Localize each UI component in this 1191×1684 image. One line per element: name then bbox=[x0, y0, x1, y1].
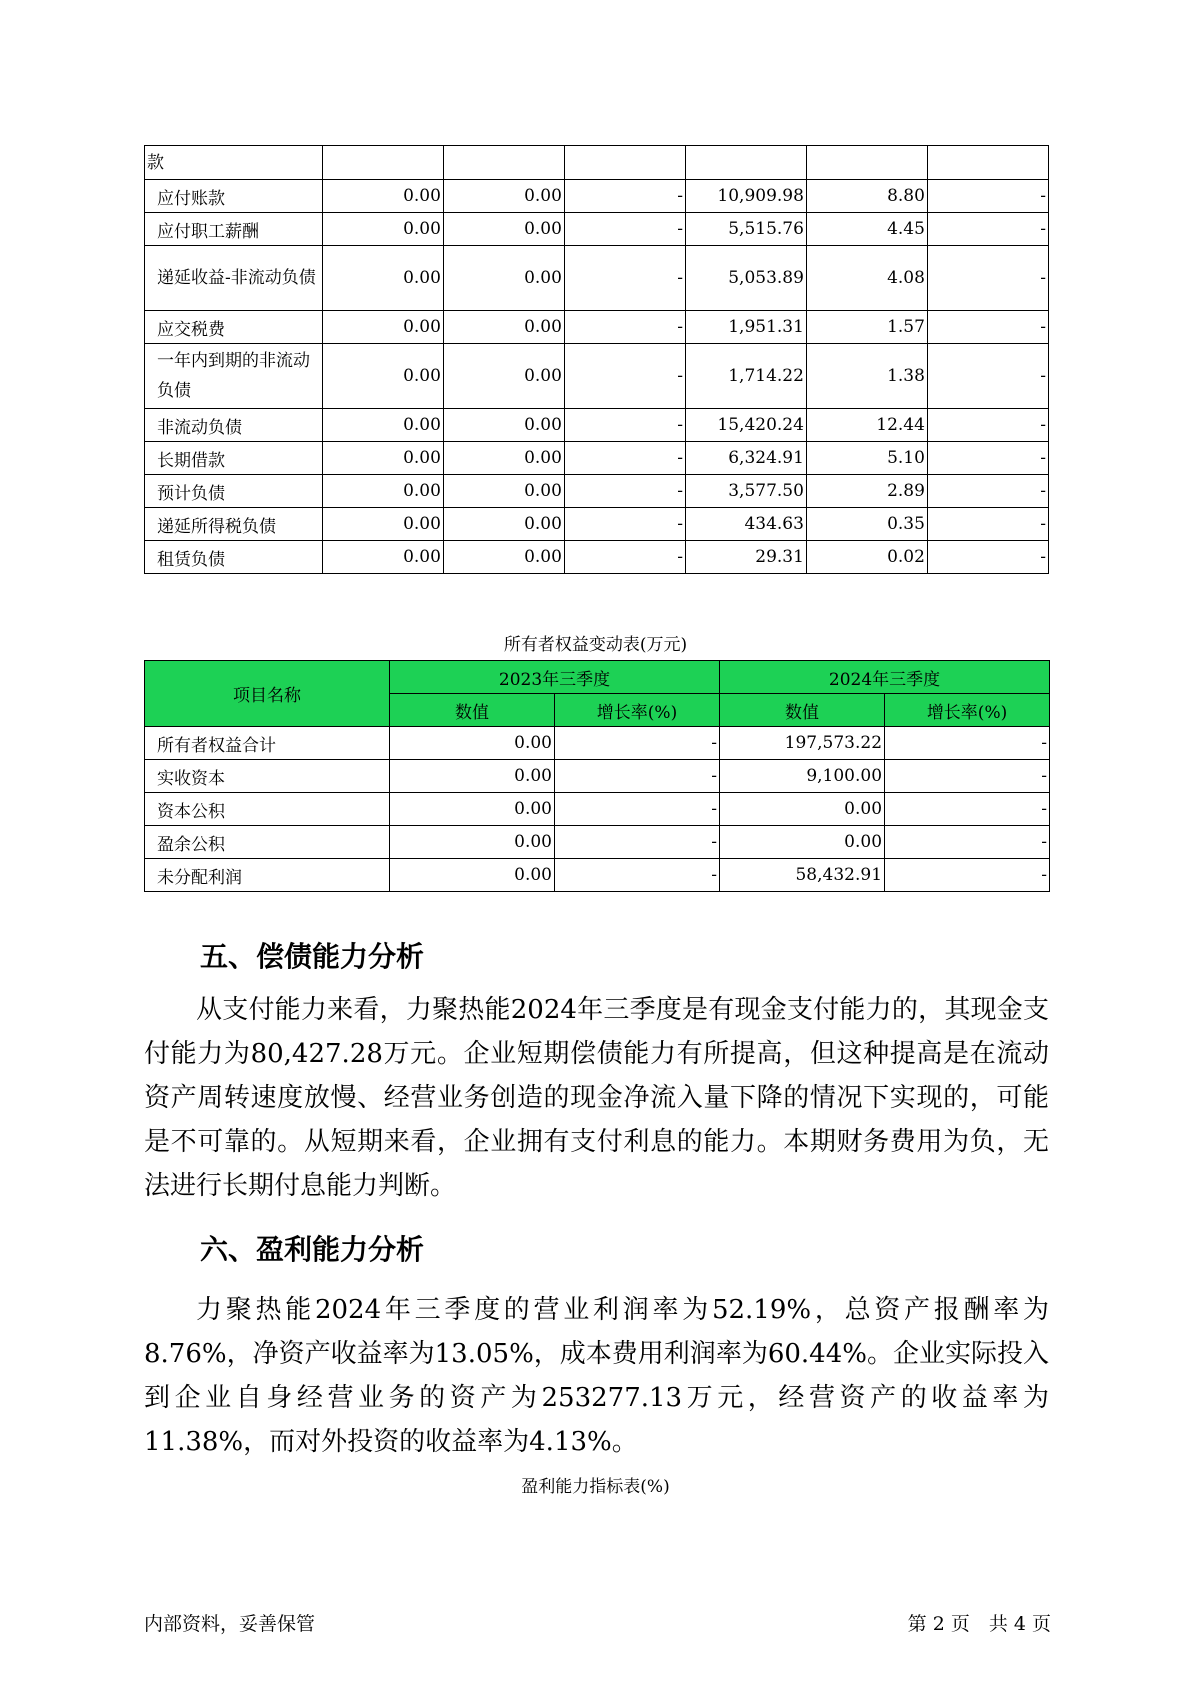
liabilities-table bbox=[144, 145, 1049, 574]
cell-value bbox=[564, 146, 685, 180]
cell-value: - bbox=[555, 793, 720, 826]
cell-value: 12.44 bbox=[806, 409, 927, 442]
cell-value: 0.00 bbox=[322, 475, 443, 508]
section-heading-profitability: 六、盈利能力分析 bbox=[200, 1233, 425, 1266]
cell-value: - bbox=[564, 508, 685, 541]
cell-value: - bbox=[564, 442, 685, 475]
cell-value: 0.00 bbox=[443, 213, 564, 246]
cell-value: - bbox=[564, 180, 685, 213]
row-label: 所有者权益合计 bbox=[145, 727, 390, 760]
cell-value: - bbox=[927, 508, 1048, 541]
table-row bbox=[145, 541, 1049, 574]
table-row bbox=[145, 213, 1049, 246]
cell-value: 5,515.76 bbox=[685, 213, 806, 246]
row-label: 递延所得税负债 bbox=[145, 508, 323, 541]
cell-value: 1.38 bbox=[806, 344, 927, 409]
cell-value: 0.00 bbox=[322, 442, 443, 475]
cell-value: 4.08 bbox=[806, 246, 927, 311]
header-item-name: 项目名称 bbox=[145, 661, 390, 727]
cell-value: 434.63 bbox=[685, 508, 806, 541]
header-value-2024: 数值 bbox=[720, 694, 885, 727]
table-row bbox=[145, 508, 1049, 541]
cell-value bbox=[927, 146, 1048, 180]
cell-value: 0.00 bbox=[443, 311, 564, 344]
header-value-2023: 数值 bbox=[390, 694, 555, 727]
header-period-2023: 2023年三季度 bbox=[390, 661, 720, 694]
table-row bbox=[145, 311, 1049, 344]
cell-value: 0.00 bbox=[443, 344, 564, 409]
cell-value: 0.00 bbox=[443, 442, 564, 475]
cell-value: - bbox=[555, 826, 720, 859]
cell-value: 197,573.22 bbox=[720, 727, 885, 760]
cell-value: - bbox=[564, 344, 685, 409]
cell-value: - bbox=[927, 311, 1048, 344]
table-row bbox=[145, 146, 1049, 180]
cell-value: - bbox=[564, 541, 685, 574]
cell-value: - bbox=[927, 541, 1048, 574]
table-row bbox=[145, 409, 1049, 442]
cell-value bbox=[443, 146, 564, 180]
cell-value: 0.00 bbox=[322, 311, 443, 344]
cell-value: 0.00 bbox=[443, 246, 564, 311]
section-heading-solvency: 五、偿债能力分析 bbox=[200, 940, 425, 973]
header-growth-2023: 增长率(%) bbox=[555, 694, 720, 727]
cell-value bbox=[685, 146, 806, 180]
cell-value: 0.00 bbox=[390, 727, 555, 760]
cell-value: 0.35 bbox=[806, 508, 927, 541]
cell-value: - bbox=[927, 213, 1048, 246]
cell-value: - bbox=[927, 442, 1048, 475]
table-row bbox=[145, 180, 1049, 213]
cell-value: 0.00 bbox=[443, 475, 564, 508]
row-label: 长期借款 bbox=[145, 442, 323, 475]
cell-value: - bbox=[927, 246, 1048, 311]
cell-value: 0.00 bbox=[322, 213, 443, 246]
cell-value: 0.00 bbox=[443, 508, 564, 541]
cell-value: 0.00 bbox=[322, 180, 443, 213]
cell-value: 4.45 bbox=[806, 213, 927, 246]
profit-table-caption: 盈利能力指标表(%) bbox=[521, 1477, 670, 1497]
row-label: 递延收益-非流动负债 bbox=[145, 246, 323, 311]
cell-value: 0.00 bbox=[390, 826, 555, 859]
cell-value: - bbox=[927, 344, 1048, 409]
section-text-profitability: 力聚热能2024年三季度的营业利润率为52.19%，总资产报酬率为8.76%，净资产收益率为13.05%，成本费用利润率为60.44%。企业实际投入到企业自身经营业务的资产为253277.13万元，经营资产的收益率为11.38%，而对外投资的收益率为4.13%。 bbox=[144, 1295, 1049, 1457]
cell-value: 0.00 bbox=[720, 793, 885, 826]
row-label: 租赁负债 bbox=[145, 541, 323, 574]
header-growth-2024: 增长率(%) bbox=[885, 694, 1050, 727]
table-row bbox=[145, 760, 1050, 793]
row-label: 应付职工薪酬 bbox=[145, 213, 323, 246]
table-row bbox=[145, 344, 1049, 409]
cell-value: - bbox=[885, 727, 1050, 760]
cell-value: 8.80 bbox=[806, 180, 927, 213]
cell-value: - bbox=[555, 760, 720, 793]
row-label: 未分配利润 bbox=[145, 859, 390, 892]
cell-value: - bbox=[885, 859, 1050, 892]
cell-value: - bbox=[885, 826, 1050, 859]
cell-value: - bbox=[555, 859, 720, 892]
cell-value: 0.00 bbox=[322, 344, 443, 409]
cell-value: 6,324.91 bbox=[685, 442, 806, 475]
cell-value: - bbox=[927, 409, 1048, 442]
cell-value: 0.00 bbox=[390, 859, 555, 892]
cell-value: 15,420.24 bbox=[685, 409, 806, 442]
cell-value: 0.00 bbox=[322, 246, 443, 311]
cell-value: 1,951.31 bbox=[685, 311, 806, 344]
cell-value bbox=[806, 146, 927, 180]
row-label: 应付账款 bbox=[145, 180, 323, 213]
cell-value: 0.00 bbox=[322, 409, 443, 442]
row-label: 资本公积 bbox=[145, 793, 390, 826]
row-label: 一年内到期的非流动负债 bbox=[145, 344, 323, 409]
cell-value: 0.00 bbox=[322, 508, 443, 541]
equity-table-caption: 所有者权益变动表(万元) bbox=[503, 635, 688, 655]
table-row bbox=[145, 442, 1049, 475]
cell-value: - bbox=[564, 409, 685, 442]
cell-value: 1,714.22 bbox=[685, 344, 806, 409]
cell-value: - bbox=[555, 727, 720, 760]
cell-value: 0.02 bbox=[806, 541, 927, 574]
section-text-solvency: 从支付能力来看，力聚热能2024年三季度是有现金支付能力的，其现金支付能力为80,427.28万元。企业短期偿债能力有所提高，但这种提高是在流动资产周转速度放慢、经营业务创造的现金净流入量下降的情况下实现的，可能是不可靠的。从短期来看，企业拥有支付利息的能力。本期财务费用为负，无法进行长期付息能力判断。 bbox=[144, 995, 1049, 1201]
cell-value: - bbox=[564, 311, 685, 344]
table-row bbox=[145, 727, 1050, 760]
cell-value bbox=[322, 146, 443, 180]
row-label: 盈余公积 bbox=[145, 826, 390, 859]
table-row bbox=[145, 859, 1050, 892]
cell-value: 5,053.89 bbox=[685, 246, 806, 311]
header-period-2024: 2024年三季度 bbox=[720, 661, 1050, 694]
row-label: 应交税费 bbox=[145, 311, 323, 344]
row-label: 款 bbox=[145, 146, 323, 180]
cell-value: 0.00 bbox=[443, 409, 564, 442]
table-row bbox=[145, 246, 1049, 311]
cell-value: 0.00 bbox=[720, 826, 885, 859]
equity-table bbox=[144, 660, 1050, 892]
row-label: 非流动负债 bbox=[145, 409, 323, 442]
cell-value: 29.31 bbox=[685, 541, 806, 574]
table-row bbox=[145, 826, 1050, 859]
cell-value: 0.00 bbox=[390, 793, 555, 826]
cell-value: 2.89 bbox=[806, 475, 927, 508]
cell-value: - bbox=[885, 793, 1050, 826]
row-label: 实收资本 bbox=[145, 760, 390, 793]
footer-page-number: 第 2 页 共 4 页 bbox=[907, 1613, 1051, 1635]
table-row bbox=[145, 793, 1050, 826]
cell-value: - bbox=[927, 475, 1048, 508]
cell-value: 9,100.00 bbox=[720, 760, 885, 793]
cell-value: 0.00 bbox=[443, 541, 564, 574]
cell-value: 10,909.98 bbox=[685, 180, 806, 213]
cell-value: 1.57 bbox=[806, 311, 927, 344]
cell-value: - bbox=[927, 180, 1048, 213]
cell-value: 0.00 bbox=[443, 180, 564, 213]
cell-value: 0.00 bbox=[390, 760, 555, 793]
cell-value: 5.10 bbox=[806, 442, 927, 475]
cell-value: - bbox=[564, 475, 685, 508]
table-row bbox=[145, 475, 1049, 508]
cell-value: 3,577.50 bbox=[685, 475, 806, 508]
footer-confidential: 内部资料，妥善保管 bbox=[144, 1613, 316, 1635]
cell-value: - bbox=[564, 213, 685, 246]
cell-value: 0.00 bbox=[322, 541, 443, 574]
cell-value: - bbox=[885, 760, 1050, 793]
row-label: 预计负债 bbox=[145, 475, 323, 508]
cell-value: 58,432.91 bbox=[720, 859, 885, 892]
cell-value: - bbox=[564, 246, 685, 311]
